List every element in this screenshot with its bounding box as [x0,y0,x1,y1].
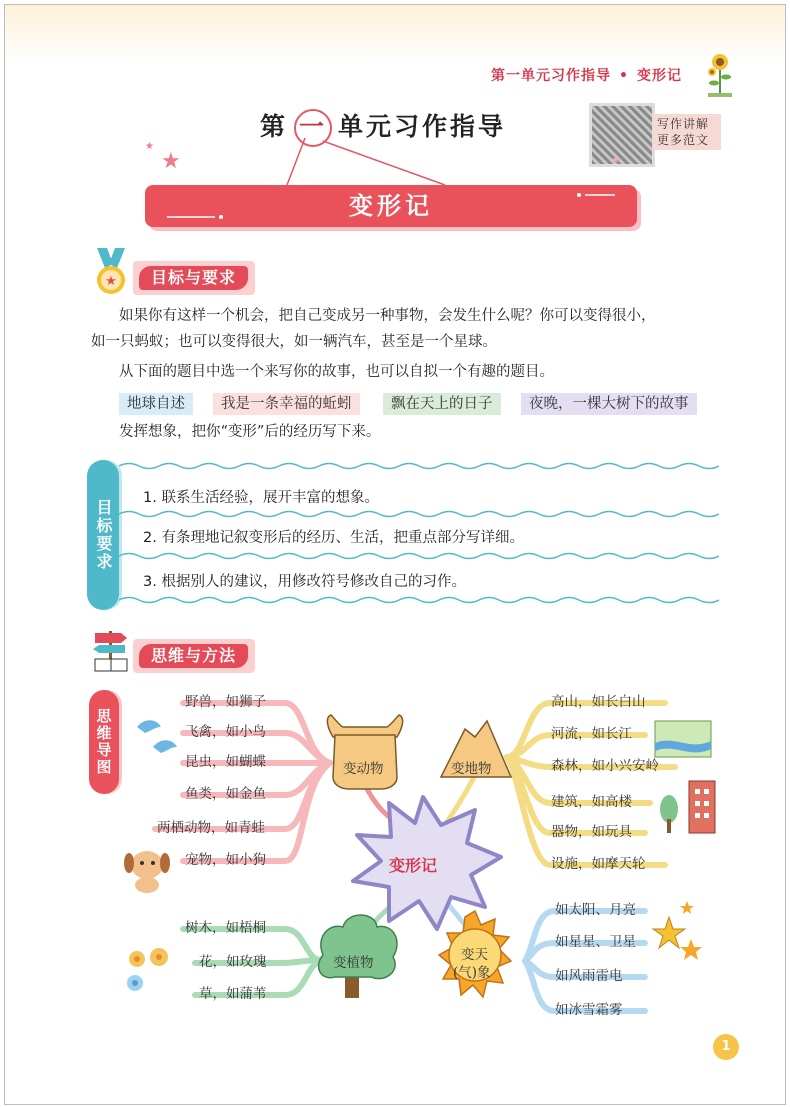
topic-tag: 飘在天上的日子 [383,393,501,415]
topic-tag: 夜晚，一棵大树下的故事 [521,393,697,415]
topic-tag: 我是一条幸福的蚯蚓 [213,393,360,415]
chapter-suffix: 单元习作指导 [338,112,507,141]
section-badge-goals [133,261,255,295]
header-unit: 第一单元习作指导 [491,68,611,84]
intro-line-1: 如果你有这样一个机会，把自己变成另一种事物，会发生什么呢？你可以变得很小， [119,308,656,324]
qr-caption-line1: 写作讲解 [657,117,710,131]
goal-item: 3. 根据别人的建议，用修改符号修改自己的习作。 [143,574,466,590]
building-icon [660,781,715,833]
star-icon [653,901,702,960]
mindmap-place-item: 森林，如小兴安岭 [551,758,659,774]
mindmap-plant-item: 树木，如梧桐 [185,920,266,936]
river-icon [655,721,711,757]
header-dot: • [619,68,629,84]
qr-caption-line2: 更多范文 [657,133,710,147]
medal-icon [91,248,131,298]
mindmap-plant-item: 草，如蒲苇 [199,986,267,1002]
intro-line-2: 如一只蚂蚁；也可以变得很大，如一辆汽车，甚至是一个星球。 [91,334,497,350]
cow-icon [327,715,402,789]
mindmap-place-item: 高山，如长白山 [551,694,646,710]
goal-item: 2. 有条理地记叙变形后的经历、生活，把重点部分写详细。 [143,530,524,546]
topic-tag: 地球自述 [119,393,193,415]
star-icon: ★ [145,141,154,152]
header-topic: 变形记 [636,68,682,84]
mindmap-place-item: 建筑，如高楼 [551,794,632,810]
star-icon: ★ [611,155,620,166]
mindmap-plants-label: 变植物 [333,955,374,971]
goals-tab-label: 目标要求 [94,499,113,571]
dog-icon [124,851,170,893]
mindmap-animals-label: 变动物 [343,761,384,777]
chapter-prefix: 第 [260,112,289,141]
page [4,4,786,1105]
wave-divider [119,551,719,561]
mindmap-tab-label: 思维导图 [94,708,113,776]
mindmap-place-item: 河流，如长江 [551,726,632,742]
goal-item: 1. 联系生活经验，展开丰富的想象。 [143,490,379,506]
svg-text:★: ★ [105,274,117,289]
page-number: 1 [713,1034,739,1060]
signpost-icon [91,627,131,673]
title-connector-lines [5,5,785,205]
mindmap-animal-item: 飞禽，如小鸟 [185,724,266,740]
section-title-methods: 思维与方法 [139,644,248,668]
mindmap-weather-item: 如冰雪霜雾 [555,1002,623,1018]
mindmap-center-label: 变形记 [389,856,438,875]
mindmap-animal-item: 宠物，如小狗 [185,852,266,868]
mindmap-weather-label-1: 变天 [461,947,488,963]
weather-branches [525,911,645,1011]
wave-divider [119,595,719,605]
mindmap-weather-item: 如太阳、月亮 [555,902,636,918]
mindmap-animal-item: 鱼类，如金鱼 [185,786,266,802]
title-banner [145,185,637,227]
essay-title: 变形记 [349,192,433,220]
mindmap-place-item: 设施，如摩天轮 [551,856,646,872]
section-title-goals: 目标与要求 [139,266,248,290]
flower-icon [127,948,168,991]
mindmap-place-item: 器物，如玩具 [551,824,632,840]
chapter-number: 一 [294,109,332,147]
intro-line-3: 从下面的题目中选一个来写你的故事，也可以自拟一个有趣的题目。 [119,364,554,380]
intro-line-4: 发挥想象，把你“变形”后的经历写下来。 [119,424,381,440]
mindmap-places-label: 变地物 [451,761,492,777]
bird-icon [137,720,177,753]
mindmap-animal-item: 昆虫，如蝴蝶 [185,754,266,770]
mindmap-weather-item: 如风雨雷电 [555,968,623,984]
mindmap-plant-item: 花，如玫瑰 [199,954,267,970]
mindmap-weather-item: 如星星、卫星 [555,934,636,950]
mindmap-animal-item: 两栖动物，如青蛙 [157,820,265,836]
wave-divider [119,509,719,519]
section-badge-methods [133,639,255,673]
wave-divider [119,461,719,471]
star-icon: ★ [161,149,181,174]
goals-tab [87,460,119,610]
mindmap-animal-item: 野兽，如狮子 [185,694,266,710]
mindmap-weather-label-2: (气)象 [453,965,491,981]
